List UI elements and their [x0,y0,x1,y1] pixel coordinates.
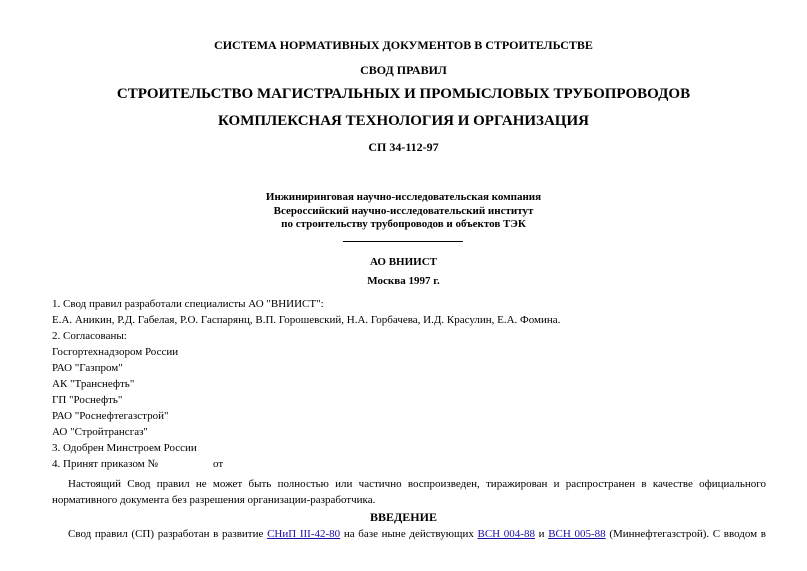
system-title: СИСТЕМА НОРМАТИВНЫХ ДОКУМЕНТОВ В СТРОИТЕЛЬСТВЕ [214,38,593,52]
intro-text: и [538,528,545,540]
info-item-1: 1. Свод правил разработали специалисты АО "ВНИИСТ": [52,298,324,310]
intro-text: (Миннефтегазстрой). С вводом в [609,528,766,540]
document-number: СП 34-112-97 [368,140,439,154]
info-item-2: 2. Согласованы: [52,330,127,342]
document-title-line1: СТРОИТЕЛЬСТВО МАГИСТРАЛЬНЫХ И ПРОМЫСЛОВЫХ ТРУБОПРОВОДОВ [116,86,691,102]
authors-list: Е.А. Аникин, Р.Д. Габелая, Р.О. Гаспарянц, В.П. Горошевский, Н.А. Горбачева, И.Д. Красулин, Е.А. Фомина. [52,314,561,326]
info-item-4: 4. Принят приказом № [52,458,158,470]
intro-text: на базе ныне действующих [343,528,474,540]
vsn-005-link[interactable]: ВСН 005-88 [548,528,606,540]
info-item-4-from: от [213,458,224,470]
notice-line1: Настоящий Свод правил не может быть полностью или частично воспроизведен, тиражирован и распространен в качестве официального [68,478,766,490]
org-short-name: АО ВНИИСТ [370,256,437,268]
agreed-org: РАО "Газпром" [52,362,123,374]
agreed-org: РАО "Роснефтегазстрой" [52,410,169,422]
org-line1: Инжиниринговая научно-исследовательская компания [265,191,542,203]
notice-line2: нормативного документа без разрешения организации-разработчика. [52,494,376,506]
info-item-3: 3. Одобрен Минстроем России [52,442,197,454]
introduction-paragraph [68,528,766,540]
document-title-line2: КОМПЛЕКСНАЯ ТЕХНОЛОГИЯ И ОРГАНИЗАЦИЯ [218,113,589,129]
agreed-org: Госгортехнадзором России [52,346,179,358]
agreed-org: ГП "Роснефть" [52,394,123,406]
city-year: Москва 1997 г. [367,275,440,287]
agreed-org: АО "Стройтрансгаз" [52,426,148,438]
org-line2: Всероссийский научно-исследовательский институт [273,205,534,217]
introduction-heading: ВВЕДЕНИЕ [370,510,437,524]
separator-line [343,241,463,242]
snip-link[interactable]: СНиП III-42-80 [267,528,341,540]
agreed-org: АК "Транснефть" [52,378,135,390]
org-line3: по строительству трубопроводов и объектов ТЭК [281,218,526,230]
code-type: СВОД ПРАВИЛ [360,63,447,77]
vsn-004-link[interactable]: ВСН 004-88 [477,528,535,540]
intro-text: Свод правил (СП) разработан в развитие [68,528,264,540]
